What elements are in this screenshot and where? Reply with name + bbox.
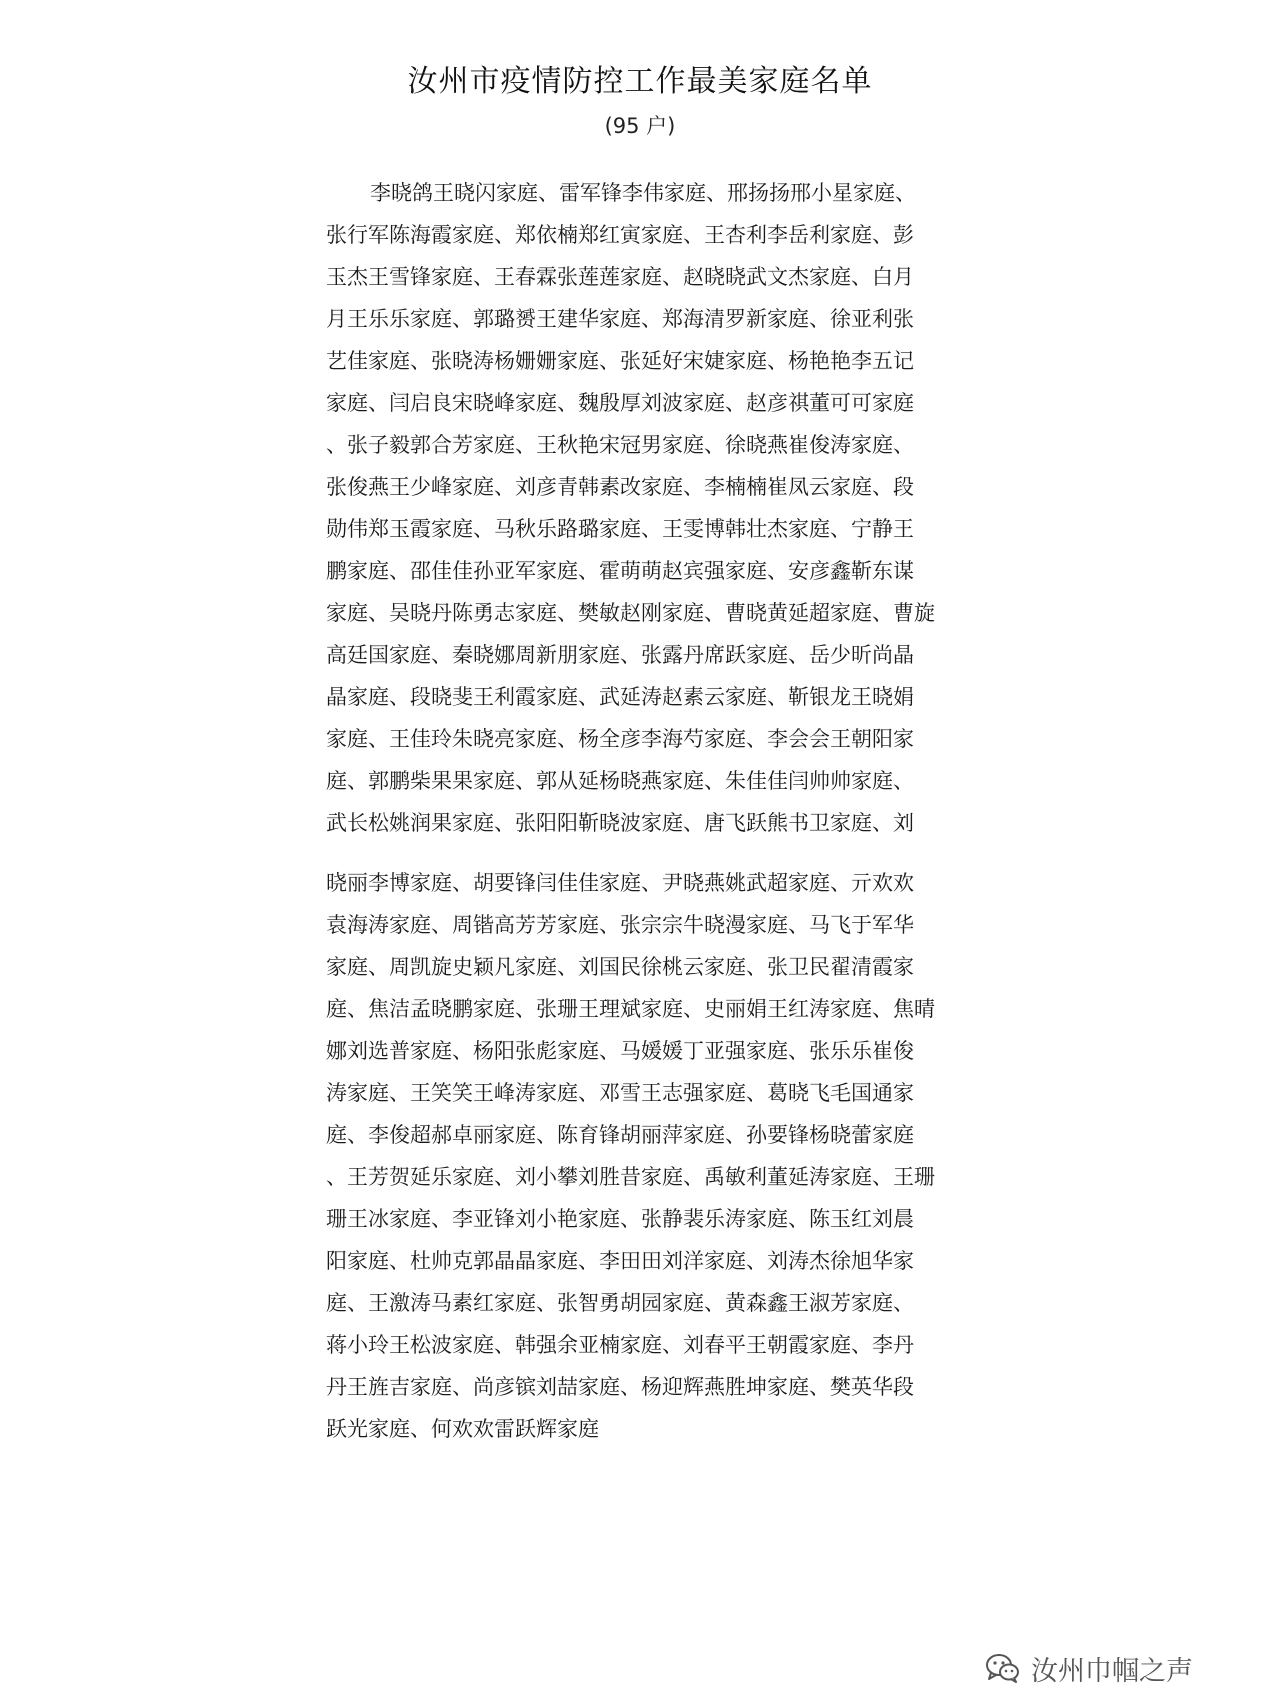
list-line: 高廷国家庭、秦晓娜周新朋家庭、张露丹席跃家庭、岳少昕尚晶 xyxy=(326,643,914,667)
list-line: 李晓鸽王晓闪家庭、雷军锋李伟家庭、邢扬扬邢小星家庭、 xyxy=(370,181,916,205)
list-line: 庭、郭鹏柴果果家庭、郭从延杨晓燕家庭、朱佳佳闫帅帅家庭、 xyxy=(326,769,914,793)
list-line: 家庭、周凯旋史颖凡家庭、刘国民徐桃云家庭、张卫民翟清霞家 xyxy=(326,955,914,979)
list-line: 娜刘选普家庭、杨阳张彪家庭、马媛媛丁亚强家庭、张乐乐崔俊 xyxy=(326,1039,914,1063)
list-line: 蒋小玲王松波家庭、韩强余亚楠家庭、刘春平王朝霞家庭、李丹 xyxy=(326,1333,914,1357)
list-line: 家庭、吴晓丹陈勇志家庭、樊敏赵刚家庭、曹晓黄延超家庭、曹旋 xyxy=(326,601,935,625)
list-line: 珊王冰家庭、李亚锋刘小艳家庭、张静裴乐涛家庭、陈玉红刘晨 xyxy=(326,1207,914,1231)
list-line: 家庭、闫启良宋晓峰家庭、魏殷厚刘波家庭、赵彦祺董可可家庭 xyxy=(326,391,914,415)
list-line: 庭、李俊超郝卓丽家庭、陈育锋胡丽萍家庭、孙要锋杨晓蕾家庭 xyxy=(326,1123,914,1147)
document-title: 汝州市疫情防控工作最美家庭名单 xyxy=(407,64,873,99)
list-line: 家庭、王佳玲朱晓亮家庭、杨全彦李海芍家庭、李会会王朝阳家 xyxy=(326,727,914,751)
list-line: 武长松姚润果家庭、张阳阳靳晓波家庭、唐飞跃熊书卫家庭、刘 xyxy=(326,811,914,835)
list-line: 鹏家庭、邵佳佳孙亚军家庭、霍萌萌赵宾强家庭、安彦鑫靳东谋 xyxy=(326,559,914,583)
list-line: 庭、王激涛马素红家庭、张智勇胡园家庭、黄森鑫王淑芳家庭、 xyxy=(326,1291,914,1315)
family-list xyxy=(326,172,956,1450)
list-line: 玉杰王雪锋家庭、王春霖张莲莲家庭、赵晓晓武文杰家庭、白月 xyxy=(326,265,914,289)
list-line: 跃光家庭、何欢欢雷跃辉家庭 xyxy=(326,1417,599,1441)
list-line: 丹王旌吉家庭、尚彦镔刘喆家庭、杨迎辉燕胜坤家庭、樊英华段 xyxy=(326,1375,914,1399)
list-line: 晓丽李博家庭、胡要锋闫佳佳家庭、尹晓燕姚武超家庭、亓欢欢 xyxy=(326,871,914,895)
list-line: 张行军陈海霞家庭、郑依楠郑红寅家庭、王杏利李岳利家庭、彭 xyxy=(326,223,914,247)
document-subtitle: (95 户) xyxy=(604,114,676,138)
wechat-icon xyxy=(985,1652,1021,1684)
list-line: 晶家庭、段晓斐王利霞家庭、武延涛赵素云家庭、靳银龙王晓娟 xyxy=(326,685,914,709)
list-line: 月王乐乐家庭、郭璐赟王建华家庭、郑海清罗新家庭、徐亚利张 xyxy=(326,307,914,331)
list-line: 涛家庭、王笑笑王峰涛家庭、邓雪王志强家庭、葛晓飞毛国通家 xyxy=(326,1081,914,1105)
account-watermark xyxy=(985,1646,1193,1690)
list-line: 、王芳贺延乐家庭、刘小攀刘胜昔家庭、禹敏利董延涛家庭、王珊 xyxy=(326,1165,935,1189)
list-line: 阳家庭、杜帅克郭晶晶家庭、李田田刘洋家庭、刘涛杰徐旭华家 xyxy=(326,1249,914,1273)
list-line: 张俊燕王少峰家庭、刘彦青韩素改家庭、李楠楠崔凤云家庭、段 xyxy=(326,475,914,499)
list-line: 袁海涛家庭、周锴高芳芳家庭、张宗宗牛晓漫家庭、马飞于军华 xyxy=(326,913,914,937)
watermark-text: 汝州巾帼之声 xyxy=(1031,1655,1193,1687)
list-line: 庭、焦洁孟晓鹏家庭、张珊王理斌家庭、史丽娟王红涛家庭、焦晴 xyxy=(326,997,935,1021)
list-line: 艺佳家庭、张晓涛杨姗姗家庭、张延好宋婕家庭、杨艳艳李五记 xyxy=(326,349,914,373)
list-line: 勋伟郑玉霞家庭、马秋乐路璐家庭、王雯博韩壮杰家庭、宁静王 xyxy=(326,517,914,541)
list-line: 、张子毅郭合芳家庭、王秋艳宋冠男家庭、徐晓燕崔俊涛家庭、 xyxy=(326,433,914,457)
